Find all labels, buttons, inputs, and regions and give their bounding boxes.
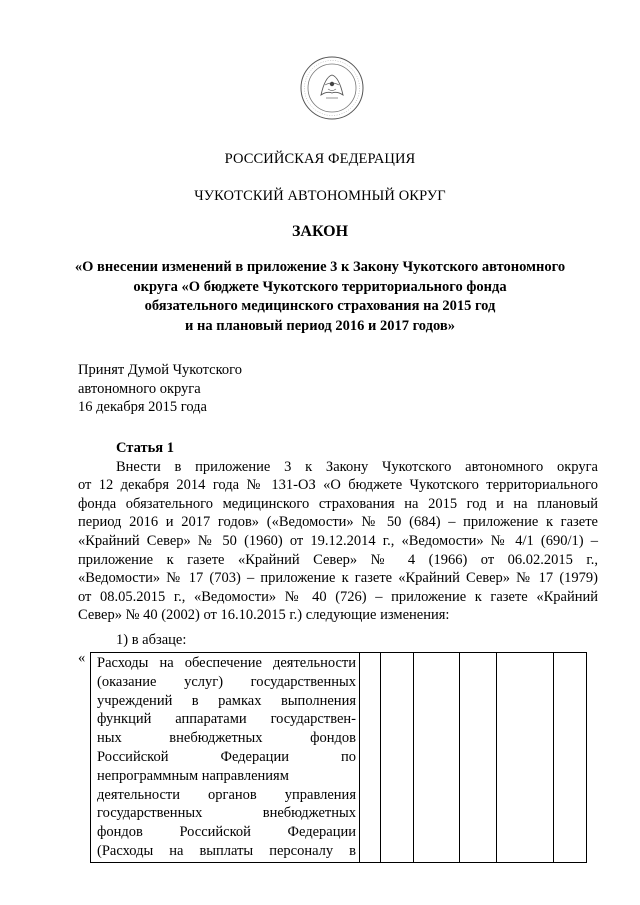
- table-row: [91, 653, 587, 863]
- table-cell-empty: [360, 653, 381, 863]
- adoption-line: Принят Думой Чукотского: [78, 362, 243, 378]
- article-1: [78, 439, 598, 625]
- cell-text-line: Расходы на обеспечение деятельности: [97, 655, 356, 671]
- article-heading: Статья 1: [116, 440, 174, 456]
- law-title-line: округа «О бюджете Чукотского территориального фонда: [133, 278, 507, 295]
- cell-text-line: государственных внебюджетных: [97, 805, 356, 822]
- cell-text-line: ных внебюджетных фондов: [97, 730, 356, 747]
- law-title-line: обязательного медицинского страхования на 2015 год: [144, 298, 496, 314]
- law-title: [0, 258, 640, 336]
- law-title-line: «О внесении изменений в приложение 3 к Закону Чукотского автономного: [74, 259, 566, 275]
- article-text-line: период 2016 и 2017 годов» («Ведомости» № 50 (684) – приложение к газете: [78, 514, 598, 531]
- cell-text-line: фондов Российской Федерации: [97, 824, 356, 841]
- region-heading: ЧУКОТСКИЙ АВТОНОМНЫЙ ОКРУГ: [194, 188, 446, 204]
- article-text-line: приложение к газете «Крайний Север» № 4 (1966) от 06.02.2015 г.,: [78, 551, 598, 568]
- article-text-line: Север» № 40 (2002) от 16.10.2015 г.) следующие изменения:: [78, 607, 450, 624]
- cell-text-line: (Расходы на выплаты персоналу в: [97, 842, 356, 859]
- country-heading: РОССИЙСКАЯ ФЕДЕРАЦИЯ: [224, 151, 416, 167]
- table-cell-empty: [554, 653, 587, 863]
- law-title-line: и на плановый период 2016 и 2017 годов»: [185, 317, 455, 334]
- article-text-line: от 08.05.2015 г., «Ведомости» № 40 (726) – приложение к газете «Крайний: [78, 588, 598, 605]
- article-text-line: «Крайний Север» № 50 (1960) от 19.12.2014 г., «Ведомости» № 4/1 (690/1) –: [78, 532, 598, 549]
- item-1-label: 1) в абзаце:: [116, 632, 187, 648]
- cell-text-line: Российской Федерации по: [97, 748, 356, 765]
- table-cell-empty: [414, 653, 460, 863]
- table-cell-empty: [460, 653, 497, 863]
- adoption-line: автономного округа: [78, 380, 201, 397]
- table-cell-description: [91, 653, 360, 863]
- cell-text-line: функций аппаратами государствен-: [97, 711, 356, 728]
- budget-table: [90, 652, 587, 863]
- cell-text-line: учреждений в рамках выполнения: [97, 692, 356, 709]
- article-text-line: фонда обязательного медицинского страхования на 2015 год и на плановый: [78, 495, 598, 512]
- cell-text-line: непрограммным направлениям: [97, 767, 289, 784]
- opening-quote: «: [78, 650, 86, 666]
- adoption-info: [78, 361, 242, 417]
- coat-of-arms-seal: [299, 55, 365, 121]
- table-cell-empty: [381, 653, 414, 863]
- article-text-line: Внести в приложение 3 к Закону Чукотского автономного округа: [116, 458, 598, 475]
- cell-text-line: (оказание услуг) государственных: [97, 673, 356, 690]
- cell-text-line: деятельности органов управления: [97, 786, 356, 803]
- article-text-line: от 12 декабря 2014 года № 131-ОЗ «О бюджете Чукотского территориального: [78, 477, 598, 494]
- adoption-line: 16 декабря 2015 года: [78, 399, 207, 415]
- document-type-heading: ЗАКОН: [291, 223, 349, 240]
- table-cell-empty: [497, 653, 554, 863]
- article-text-line: «Ведомости» № 17 (703) – приложение к газете «Крайний Север» № 17 (1979): [78, 570, 598, 587]
